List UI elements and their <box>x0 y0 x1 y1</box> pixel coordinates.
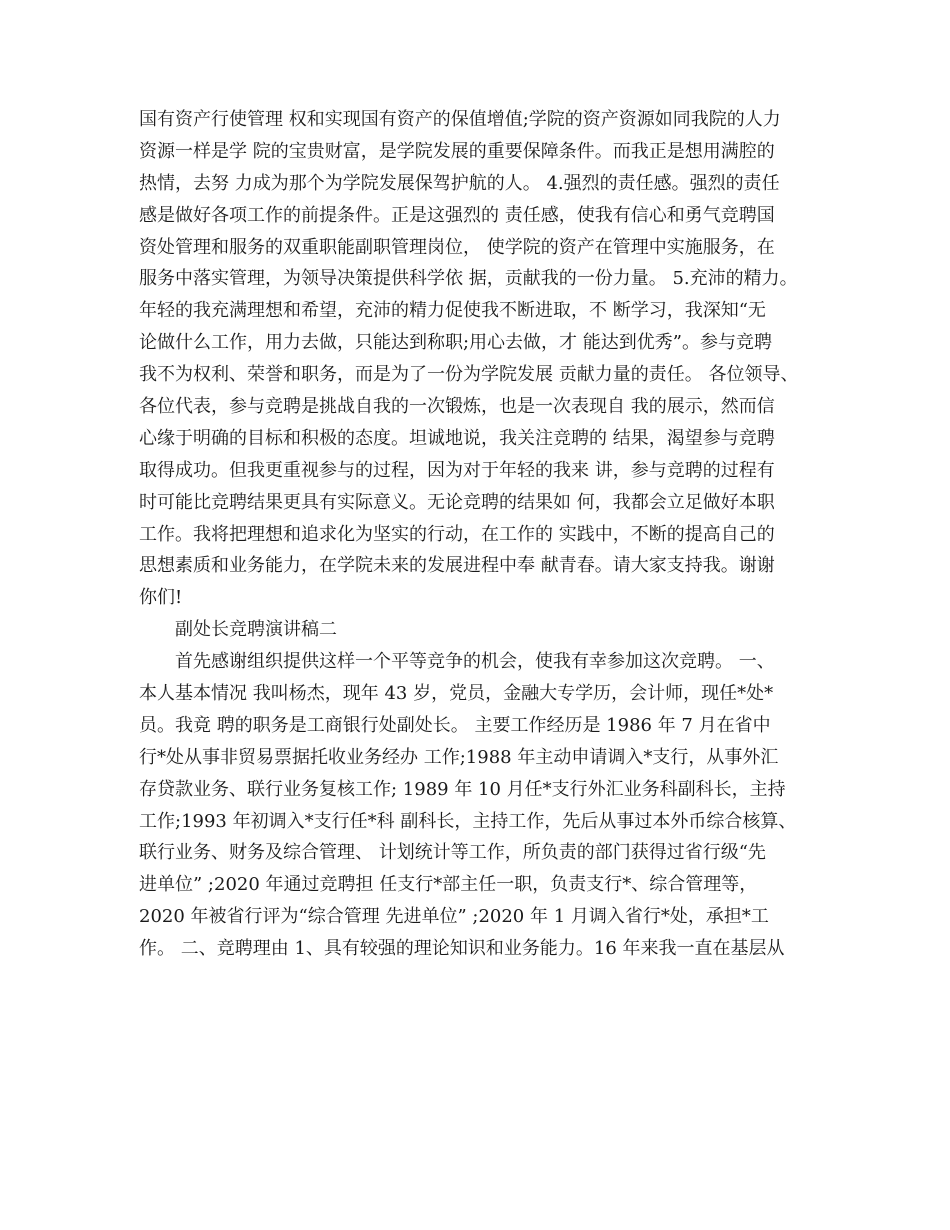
text-line: 取得成功。但我更重视参与的过程，因为对于年轻的我来 讲，参与竞聘的过程有 <box>139 459 775 481</box>
text-line: 存贷款业务、联行业务复核工作; 1989 年 10 月任*支行外汇业务科副科长，主持 <box>139 778 786 800</box>
text-line: 你们! <box>139 587 183 609</box>
text-line: 首先感谢组织提供这样一个平等竞争的机会，使我有幸参加这次竞聘。 一、 <box>175 651 775 673</box>
text-line: 本人基本情况 我叫杨杰，现年 43 岁，党员，金融大专学历，会计师，现任*处* <box>139 683 774 705</box>
section-heading: 副处长竞聘演讲稿二 <box>175 619 337 641</box>
text-line: 感是做好各项工作的前提条件。正是这强烈的 责任感，使我有信心和勇气竞聘国 <box>139 204 775 226</box>
text-line: 进单位” ;2020 年通过竞聘担 任支行*部主任一职，负责支行*、综合管理等， <box>139 874 758 896</box>
text-line: 热情，去努 力成为那个为学院发展保驾护航的人。 4.强烈的责任感。强烈的责任 <box>139 172 780 194</box>
document-body <box>139 104 829 965</box>
text-line: 员。我竟 聘的职务是工商银行处副处长。 主要工作经历是 1986 年 7 月在省中 <box>139 714 771 736</box>
text-line: 工作;1993 年初调入*支行任*科 副科长，主持工作，先后从事过本外币综合核算、 <box>139 810 797 832</box>
text-line: 国有资产行使管理 权和实现国有资产的保值增值;学院的资产资源如同我院的人力 <box>139 109 781 130</box>
text-line: 行*处从事非贸易票据托收业务经办 工作;1988 年主动申请调入*支行，从事外汇 <box>139 746 779 768</box>
text-line: 服务中落实管理，为领导决策提供科学依 据，贡献我的一份力量。 5.充沛的精力。 <box>139 268 798 290</box>
text-line: 资处管理和服务的双重职能副职管理岗位， 使学院的资产在管理中实施服务，在 <box>139 236 775 258</box>
text-line: 联行业务、财务及综合管理、 计划统计等工作，所负责的部门获得过省行级“先 <box>139 842 766 864</box>
text-line: 思想素质和业务能力，在学院未来的发展进程中奉 献青春。请大家支持我。谢谢 <box>139 555 775 577</box>
text-line: 时可能比竞聘结果更具有实际意义。无论竞聘的结果如 何，我都会立足做好本职 <box>139 491 775 513</box>
text-line: 资源一样是学 院的宝贵财富，是学院发展的重要保障条件。而我正是想用满腔的 <box>139 140 775 162</box>
text-line: 论做什么工作，用力去做，只能达到称职;用心去做，才 能达到优秀”。参与竞聘 <box>139 332 772 354</box>
text-line: 工作。我将把理想和追求化为坚实的行动，在工作的 实践中，不断的提高自己的 <box>139 523 775 545</box>
text-line: 我不为权利、荣誉和职务，而是为了一份为学院发展 贡献力量的责任。 各位领导、 <box>139 364 799 386</box>
text-line: 年轻的我充满理想和希望，充沛的精力促使我不断进取，不 断学习，我深知“无 <box>139 300 766 322</box>
text-line: 心缘于明确的目标和积极的态度。坦诚地说，我关注竞聘的 结果，渴望参与竞聘 <box>139 427 775 449</box>
text-line: 2020 年被省行评为“综合管理 先进单位” ;2020 年 1 月调入省行*处，承担*工 <box>139 906 769 928</box>
text-line: 各位代表，参与竞聘是挑战自我的一次锻炼，也是一次表现自 我的展示，然而信 <box>139 396 775 418</box>
text-line: 作。 二、竞聘理由 1、具有较强的理论知识和业务能力。16 年来我一直在基层从 <box>139 938 785 960</box>
